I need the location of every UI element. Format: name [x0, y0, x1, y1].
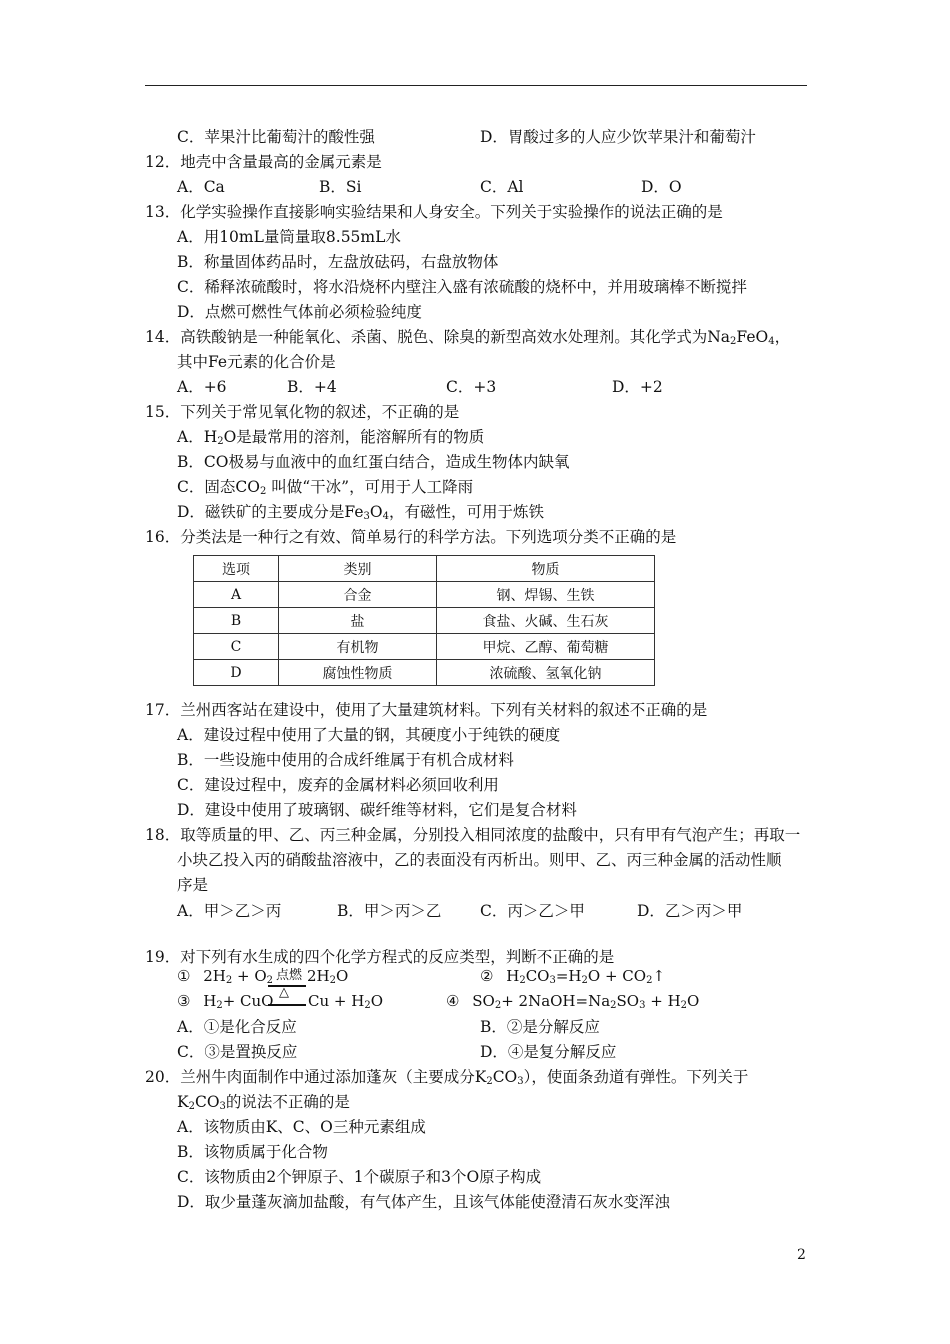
- eq3-lhs: [203, 992, 273, 1010]
- eq2-body: [506, 967, 665, 985]
- q15-d-sub2: 4: [382, 511, 389, 522]
- q15-stem: 15．下列关于常见氧化物的叙述，不正确的是: [145, 403, 460, 421]
- eq1-rhs: [307, 967, 348, 985]
- q15-option-c: [177, 477, 473, 497]
- table-header-cell: 物质: [437, 556, 655, 582]
- q20-s2-sub2: 3: [219, 1101, 226, 1112]
- q15-option-d: [177, 502, 544, 522]
- table-cell: 有机物: [279, 634, 437, 660]
- q20-s1-pre: 20．兰州牛肉面制作中通过添加蓬灰（主要成分K: [145, 1068, 487, 1086]
- q18-option-c: C．丙＞乙＞甲: [480, 902, 585, 920]
- eq2-part: =H: [555, 967, 582, 985]
- q14-option-c: C．+3: [446, 378, 497, 396]
- eq3-rhs-part: O: [370, 992, 384, 1010]
- q14-stem-line2: 其中Fe元素的化合价是: [177, 353, 336, 371]
- q18-option-a: A．甲＞乙＞丙: [177, 902, 282, 920]
- q13-option-c: C．稀释浓硫酸时，将水沿烧杯内壁注入盛有浓硫酸的烧杯中，并用玻璃棒不断搅拌: [177, 278, 747, 296]
- eq1-lhs-sub: 2: [266, 975, 274, 986]
- eq3-number: ③: [177, 992, 191, 1010]
- eq1-lhs: [203, 967, 273, 985]
- q20-s2-mid: CO: [194, 1093, 220, 1111]
- q19-option-b: B．②是分解反应: [480, 1018, 600, 1036]
- q19-option-d: D．④是复分解反应: [480, 1043, 617, 1061]
- q18-option-b: B．甲＞丙＞乙: [337, 902, 442, 920]
- q14-option-d: D．+2: [612, 378, 663, 396]
- q14-formula-na: Na: [707, 328, 731, 346]
- eq3-condition: △: [279, 985, 289, 1000]
- eq3-lhs-part: H: [203, 992, 217, 1010]
- q12-option-a: A．Ca: [177, 178, 225, 196]
- header-rule: [145, 85, 807, 86]
- table-cell: 甲烷、乙醇、葡萄糖: [437, 634, 655, 660]
- q20-s1-sub2: 3: [517, 1076, 524, 1087]
- q14-formula-sub: 4: [768, 336, 775, 347]
- table-row: [194, 634, 655, 660]
- eq4-sub: 3: [639, 1000, 646, 1011]
- eq4-part: + H: [645, 992, 681, 1010]
- eq2-number: ②: [480, 967, 494, 985]
- eq3-equals-bar: [268, 1004, 306, 1006]
- eq4-sub: 2: [610, 1000, 617, 1011]
- q15-a-sub: 2: [217, 436, 224, 447]
- q12-option-b: B．Si: [319, 178, 362, 196]
- eq2-part: H: [506, 967, 520, 985]
- q18-stem-line1: 18．取等质量的甲、乙、丙三种金属，分别投入相同浓度的盐酸中，只有甲有气泡产生；再取一: [145, 826, 801, 844]
- eq4-part: SO: [616, 992, 640, 1010]
- table-cell: 合金: [279, 582, 437, 608]
- table-cell: 食盐、火碱、生石灰: [437, 608, 655, 634]
- q14-formula-sub: 2: [730, 336, 737, 347]
- q13-option-a: A．用10mL量筒量取8.55mL水: [177, 228, 401, 246]
- q19-equation-1: [177, 967, 273, 985]
- q17-option-c: C．建设过程中，废弃的金属材料必须回收利用: [177, 776, 499, 794]
- eq2-sub: 2: [581, 975, 588, 986]
- q19-option-a: A．①是化合反应: [177, 1018, 297, 1036]
- q14-stem-text: 14．高铁酸钠是一种能氧化、杀菌、脱色、除臭的新型高效水处理剂。其化学式为: [145, 328, 708, 346]
- eq2-arrow: ↑: [652, 967, 666, 985]
- q20-stem-line1: [145, 1067, 748, 1087]
- q20-option-c: C．该物质由2个钾原子、1个碳原子和3个O原子构成: [177, 1168, 542, 1186]
- table-cell: 盐: [279, 608, 437, 634]
- q20-s2-post: 的说法不正确的是: [225, 1093, 350, 1111]
- q17-option-d: D．建设中使用了玻璃钢、碳纤维等材料，它们是复合材料: [177, 801, 577, 819]
- q15-a-pre: A．H: [177, 428, 218, 446]
- q14-option-b: B．+4: [287, 378, 337, 396]
- eq1-lhs-part: 2H: [203, 967, 226, 985]
- eq3-rhs: [308, 992, 383, 1010]
- q19-option-c: C．③是置换反应: [177, 1043, 298, 1061]
- table-cell: D: [194, 660, 279, 686]
- eq4-body: [472, 992, 699, 1010]
- q15-c-post: 叫做“干冰”，可用于人工降雨: [266, 478, 474, 496]
- q20-s1-post: ），使面条劲道有弹性。下列关于: [523, 1068, 749, 1086]
- q13-option-b: B．称量固体药品时，左盘放砝码，右盘放物体: [177, 253, 499, 271]
- q20-option-b: B．该物质属于化合物: [177, 1143, 328, 1161]
- q14-formula-feo: FeO: [736, 328, 769, 346]
- q15-c-sub: 2: [259, 486, 267, 497]
- q15-a-post: O是最常用的溶剂，能溶解所有的物质: [223, 428, 485, 446]
- table-row: [194, 608, 655, 634]
- q13-stem: 13．化学实验操作直接影响实验结果和人身安全。下列关于实验操作的说法正确的是: [145, 203, 723, 221]
- eq1-lhs-sub: 2: [225, 975, 233, 986]
- q15-d-post: ，有磁性，可用于炼铁: [388, 503, 544, 521]
- q15-d-mid: O: [369, 503, 383, 521]
- table-cell: A: [194, 582, 279, 608]
- q15-d-sub1: 3: [363, 511, 370, 522]
- q20-stem-line2: [177, 1092, 350, 1112]
- eq1-condition: 点燃: [276, 968, 303, 983]
- table-cell: 钢、焊锡、生铁: [437, 582, 655, 608]
- eq2-part: CO: [525, 967, 550, 985]
- q11-option-c: C．苹果汁比葡萄汁的酸性强: [177, 128, 375, 146]
- q20-s1-sub1: 2: [486, 1076, 493, 1087]
- eq3-rhs-part: Cu + H: [308, 992, 365, 1010]
- q19-stem: 19．对下列有水生成的四个化学方程式的反应类型，判断不正确的是: [145, 948, 615, 966]
- q14-formula-comma: ，: [774, 328, 791, 346]
- table-header-row: [194, 556, 655, 582]
- eq3-lhs-part: + CuO: [222, 992, 274, 1010]
- eq2-sub: 2: [519, 975, 526, 986]
- q15-d-pre: D．磁铁矿的主要成分是Fe: [177, 503, 364, 521]
- q17-option-a: A．建设过程中使用了大量的钢，其硬度小于纯铁的硬度: [177, 726, 561, 744]
- eq3-rhs-sub: 2: [364, 1000, 371, 1011]
- q18-option-d: D．乙＞丙＞甲: [637, 902, 743, 920]
- eq1-rhs-part: O: [336, 967, 349, 985]
- q20-s1-mid: CO: [492, 1068, 518, 1086]
- eq1-lhs-part: + O: [232, 967, 267, 985]
- q13-option-d: D．点燃可燃性气体前必须检验纯度: [177, 303, 422, 321]
- table-cell: C: [194, 634, 279, 660]
- eq2-sub: 2: [646, 975, 653, 986]
- q17-stem: 17．兰州西客站在建设中，使用了大量建筑材料。下列有关材料的叙述不正确的是: [145, 701, 708, 719]
- table-row: [194, 660, 655, 686]
- eq1-rhs-part: 2H: [307, 967, 330, 985]
- eq4-sub: 2: [494, 1000, 502, 1011]
- eq1-number: ①: [177, 967, 191, 985]
- q16-classification-table: [193, 555, 655, 686]
- page-number: 2: [797, 1247, 806, 1263]
- q16-stem: 16．分类法是一种行之有效、简单易行的科学方法。下列选项分类不正确的是: [145, 528, 677, 546]
- q20-option-d: D．取少量蓬灰滴加盐酸，有气体产生，且该气体能使澄清石灰水变浑浊: [177, 1193, 670, 1211]
- q15-option-a: [177, 427, 484, 447]
- q19-equation-4: [446, 992, 699, 1010]
- eq2-part: O + CO: [587, 967, 647, 985]
- q18-stem-line2: 小块乙投入丙的硝酸盐溶液中，乙的表面没有丙析出。则甲、乙、丙三种金属的活动性顺: [177, 851, 782, 869]
- eq2-sub: 3: [549, 975, 556, 986]
- table-row: [194, 582, 655, 608]
- q12-option-c: C．Al: [480, 178, 524, 196]
- eq3-lhs-sub: 2: [216, 1000, 223, 1011]
- table-header-cell: 选项: [194, 556, 279, 582]
- q15-c-pre: C．固态CO: [177, 478, 260, 496]
- q12-option-d: D．O: [641, 178, 682, 196]
- q14-option-a: A．+6: [177, 378, 227, 396]
- eq4-sub: 2: [680, 1000, 688, 1011]
- q19-equation-2: [480, 967, 665, 985]
- eq4-part: O: [687, 992, 700, 1010]
- q11-option-d: D．胃酸过多的人应少饮苹果汁和葡萄汁: [480, 128, 756, 146]
- eq4-part: SO: [472, 992, 495, 1010]
- q19-equation-3: [177, 992, 273, 1010]
- table-cell: 腐蚀性物质: [279, 660, 437, 686]
- q12-stem: 12．地壳中含量最高的金属元素是: [145, 153, 382, 171]
- q20-s2-pre: K: [177, 1093, 189, 1111]
- eq1-rhs-sub: 2: [329, 975, 336, 986]
- table-header-cell: 类别: [279, 556, 437, 582]
- q15-option-b: B．CO极易与血液中的血红蛋白结合，造成生物体内缺氧: [177, 453, 570, 471]
- table-cell: 浓硫酸、氢氧化钠: [437, 660, 655, 686]
- eq4-part: + 2NaOH=Na: [501, 992, 611, 1010]
- q17-option-b: B．一些设施中使用的合成纤维属于有机合成材料: [177, 751, 514, 769]
- q18-stem-line3: 序是: [177, 876, 209, 894]
- q20-s2-sub1: 2: [188, 1101, 195, 1112]
- table-cell: B: [194, 608, 279, 634]
- q14-stem-line1: [145, 327, 790, 347]
- q20-option-a: A．该物质由K、C、O三种元素组成: [177, 1118, 426, 1136]
- eq4-number: ④: [446, 992, 460, 1010]
